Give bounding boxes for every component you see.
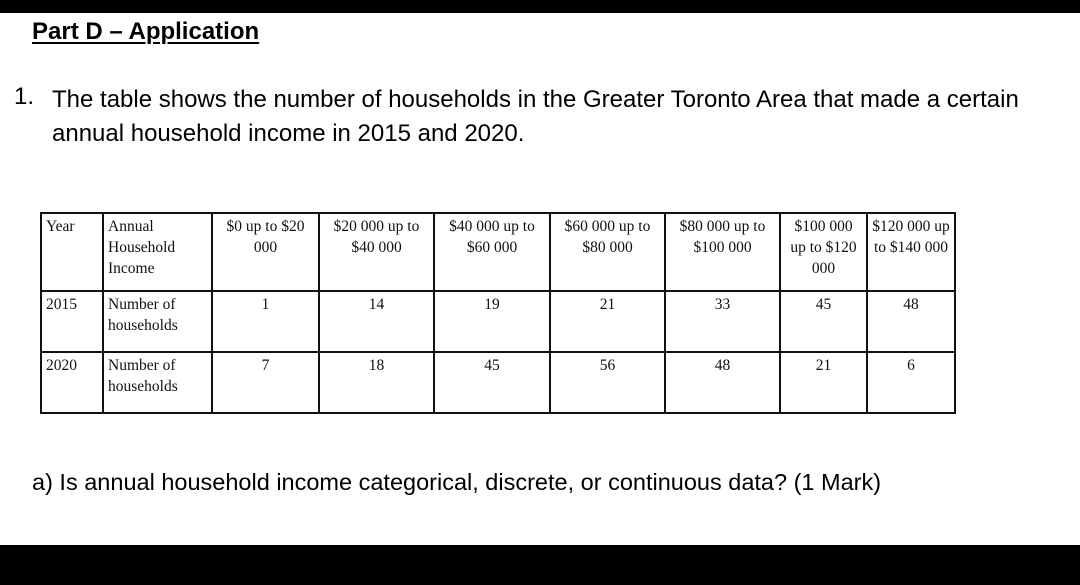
table-cell: 18 — [319, 352, 434, 413]
table-cell: 45 — [780, 291, 867, 352]
row-year: 2015 — [41, 291, 103, 352]
household-income-table — [40, 212, 956, 414]
header-income-range: $100 000 up to $120 000 — [780, 213, 867, 291]
table-cell: 48 — [867, 291, 955, 352]
header-income-range: $60 000 up to $80 000 — [550, 213, 665, 291]
table-cell: 21 — [780, 352, 867, 413]
row-year: 2020 — [41, 352, 103, 413]
section-heading: Part D – Application — [32, 18, 260, 45]
header-year: Year — [41, 213, 103, 291]
table-cell: 6 — [867, 352, 955, 413]
header-income-category: Annual Household Income — [103, 213, 212, 291]
table-cell: 48 — [665, 352, 780, 413]
table-row — [41, 352, 955, 413]
table-cell: 19 — [434, 291, 550, 352]
table-cell: 21 — [550, 291, 665, 352]
table-header-row — [41, 213, 955, 291]
table-cell: 33 — [665, 291, 780, 352]
question-text: The table shows the number of households in the Greater Toronto Area that made a certain annual household income in 2015 and 2020. — [52, 86, 1019, 147]
sub-question-a: a) Is annual household income categorical, discrete, or continuous data? (1 Mark) — [32, 469, 882, 495]
table-cell: 7 — [212, 352, 319, 413]
table-cell: 45 — [434, 352, 550, 413]
header-income-range: $40 000 up to $60 000 — [434, 213, 550, 291]
header-income-range: $120 000 up to $140 000 — [867, 213, 955, 291]
row-label: Number of households — [103, 352, 212, 413]
question-number: 1. — [14, 83, 35, 110]
header-income-range: $80 000 up to $100 000 — [665, 213, 780, 291]
row-label: Number of households — [103, 291, 212, 352]
table-cell: 56 — [550, 352, 665, 413]
table-row — [41, 291, 955, 352]
table-cell: 1 — [212, 291, 319, 352]
header-income-range: $20 000 up to $40 000 — [319, 213, 434, 291]
worksheet-page — [0, 13, 1080, 545]
table-cell: 14 — [319, 291, 434, 352]
header-income-range: $0 up to $20 000 — [212, 213, 319, 291]
